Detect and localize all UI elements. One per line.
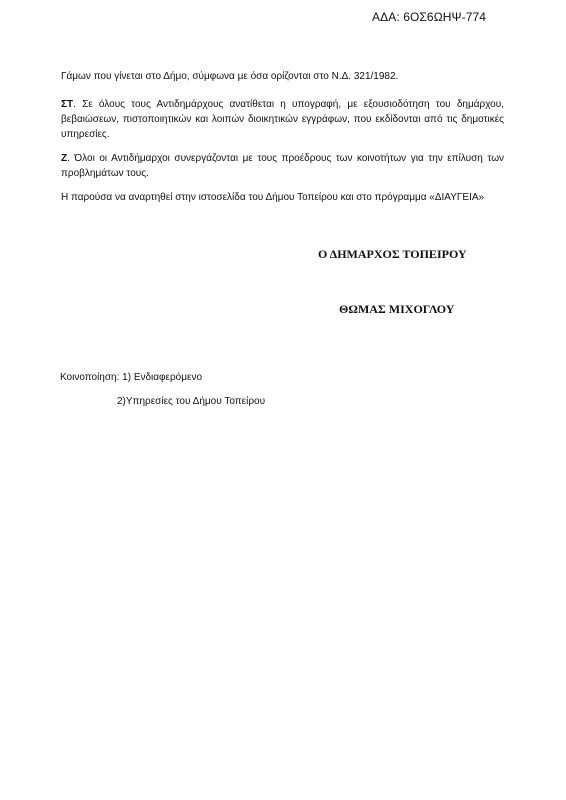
paragraph-marriage-clause xyxy=(61,69,504,84)
paragraph-text: Η παρούσα να αναρτηθεί στην ιστοσελίδα του Δήμου Τοπείρου και στο πρόγραμμα «ΔΙΑΥΓΕΙΑ» xyxy=(61,192,485,203)
paragraph-z-cooperation xyxy=(61,151,504,181)
ada-code: ΑΔΑ: 6ΟΣ6ΩΗΨ-774 xyxy=(372,10,487,24)
paragraph-publication xyxy=(61,190,504,205)
paragraph-text: . Όλοι οι Αντιδήμαρχοι συνεργάζονται με τους προέδρους των κοινοτήτων για την επίλυση των προβλημάτων τους. xyxy=(61,153,504,179)
paragraph-text: . Σε όλους τους Αντιδημάρχους ανατίθεται η υπογραφή, με εξουσιοδότηση του δημάρχου, βεβαιώσεων, πιστοποιητικών και λοιπών διοικητικών εγγράφων, που εκδίδονται από τις δημοτικές υπηρεσίες. xyxy=(61,99,504,140)
paragraph-label-z: Ζ xyxy=(61,153,68,164)
signatory-name: ΘΩΜΑΣ ΜΙΧΟΓΛΟΥ xyxy=(339,302,455,316)
cc-line-2: 2)Υπηρεσίες του Δήμου Τοπείρου xyxy=(117,396,266,407)
paragraph-label-st: ΣΤ xyxy=(61,99,74,110)
signatory-title: Ο ΔΗΜΑΡΧΟΣ ΤΟΠΕΙΡΟΥ xyxy=(318,247,467,261)
cc-line-1: Κοινοποίηση: 1) Ενδιαφερόμενο xyxy=(60,372,203,383)
paragraph-text: Γάμων που γίνεται στο Δήμο, σύμφωνα με όσα ορίζονται στο Ν.Δ. 321/1982. xyxy=(61,71,399,82)
paragraph-st-signature-authority xyxy=(61,97,504,142)
